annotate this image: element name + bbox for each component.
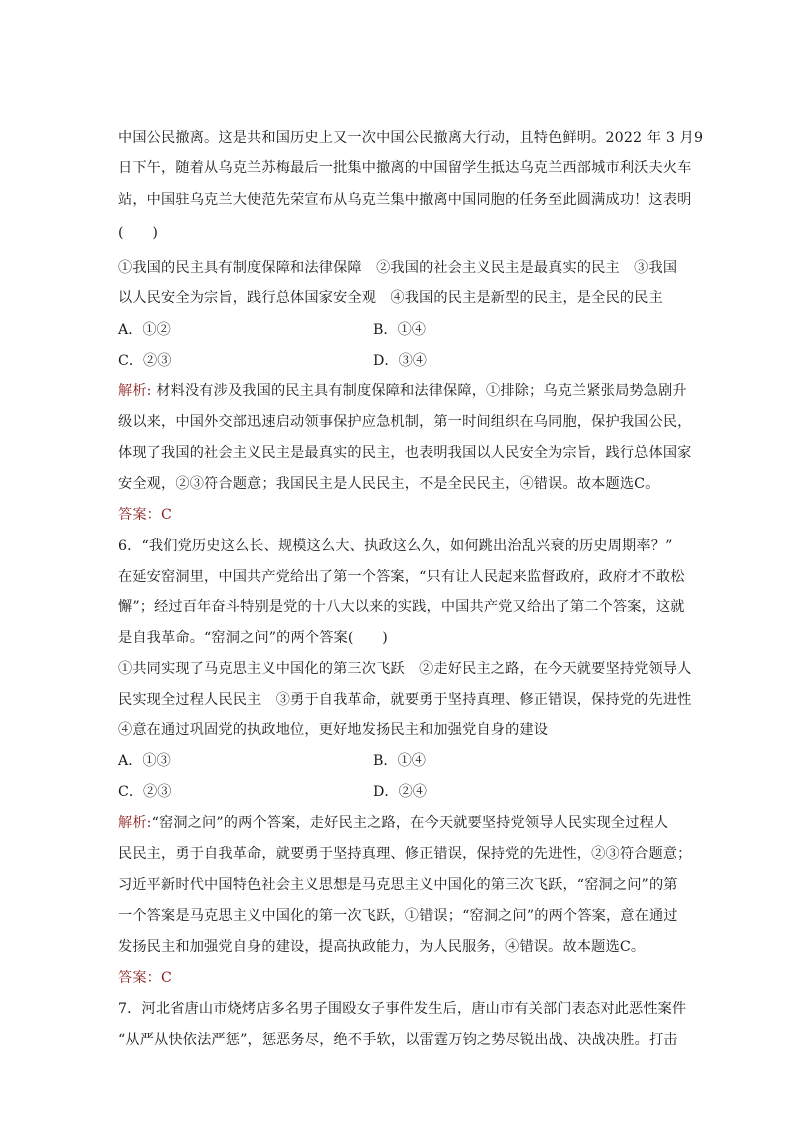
q6-analysis-text: “窑洞之问”的两个答案，走好民主之路，在今天就要坚持党领导人民实现全过程人 <box>151 815 669 831</box>
q6-analysis-label: 解析: <box>118 815 152 831</box>
q6-analysis-line: 民民主，勇于自我革命，就要勇于坚持真理、修正错误，保持党的先进性，②③符合题意； <box>118 846 692 862</box>
q6-option-a: A．①③ <box>118 753 171 769</box>
q6-statements-line: ④意在通过巩固党的执政地位，更好地发扬民主和加强党自身的建设 <box>118 722 549 738</box>
q5-answer: 答案：C <box>118 507 173 523</box>
q5-stem-line: 日下午，随着从乌克兰苏梅最后一批集中撤离的中国留学生抵达乌克兰西部城市利沃夫火车 <box>118 160 692 176</box>
q5-stem-line: 中国公民撤离。这是共和国历史上又一次中国公民撤离大行动，且特色鲜明。2022 年 3 月9 <box>118 130 704 146</box>
q5-analysis-line: 级以来，中国外交部迅速启动领事保护应急机制，第一时间组织在乌同胞，保护我国公民， <box>118 414 692 430</box>
q5-option-b: B．①④ <box>373 322 426 338</box>
q6-analysis-line: 发扬民主和加强党自身的建设，提高执政能力，为人民服务，④错误。故本题选C。 <box>118 939 646 955</box>
q5-option-a: A．①② <box>118 322 171 338</box>
q6-stem-line: 是自我革命。“窑洞之问”的两个答案( ) <box>118 630 388 646</box>
q6-analysis-line: 一个答案是马克思主义中国化的第一次飞跃，①错误；“窑洞之问”的两个答案，意在通过 <box>118 908 678 924</box>
q5-option-c: C．②③ <box>118 353 172 369</box>
q6-analysis-line <box>118 813 678 833</box>
q7-stem-line: “从严从快依法严惩”，惩恶务尽，绝不手软，以雷霆万钧之势尽锐出战、决战决胜。打击 <box>118 1032 678 1048</box>
q6-analysis-line: 习近平新时代中国特色社会主义思想是马克思主义中国化的第三次飞跃，“窑洞之问”的第 <box>118 877 678 893</box>
q6-stem-line: 在延安窑洞里，中国共产党给出了第一个答案，“只有让人民起来监督政府，政府才不敢松 <box>118 569 685 585</box>
q7-stem-line: 7．河北省唐山市烧烤店多名男子围殴女子事件发生后，唐山市有关部门表态对此恶性案件 <box>118 1001 687 1017</box>
q5-analysis-line: 安全观，②③符合题意；我国民主是人民民主，不是全民民主，④错误。故本题选C。 <box>118 476 660 492</box>
q6-stem-line: 懈”；经过百年奋斗特别是党的十八大以来的实践，中国共产党又给出了第二个答案，这就 <box>118 599 685 615</box>
q5-analysis-line <box>118 381 687 401</box>
q5-stem-blank: ( ) <box>118 225 159 241</box>
q6-option-c: C．②③ <box>118 784 172 800</box>
q5-stem-line: 站，中国驻乌克兰大使范先荣宣布从乌克兰集中撤离中国同胞的任务至此圆满成功！这表明 <box>118 192 692 208</box>
q5-analysis-label: 解析: <box>118 383 152 399</box>
q6-statements-line: 民实现全过程人民民主 ③勇于自我革命，就要勇于坚持真理、修正错误，保持党的先进性 <box>118 692 692 708</box>
q6-answer: 答案：C <box>118 970 173 986</box>
q6-option-d: D．②④ <box>373 784 427 800</box>
q5-statements-line: ①我国的民主具有制度保障和法律保障 ②我国的社会主义民主是最真实的民主 ③我国 <box>118 260 678 276</box>
q5-analysis-line: 体现了我国的社会主义民主是最真实的民主，也表明我国以人民安全为宗旨，践行总体国家 <box>118 445 692 461</box>
q5-analysis-text: 材料没有涉及我国的民主具有制度保障和法律保障，①排除；乌克兰紧张局势急剧升 <box>151 383 687 399</box>
q5-option-d: D．③④ <box>373 353 427 369</box>
q6-option-b: B．①④ <box>373 753 426 769</box>
q6-stem-line: 6．“我们党历史这么长、规模这么大、执政这么久，如何跳出治乱兴衰的历史周期率？” <box>118 538 673 554</box>
q5-statements-line: 以人民安全为宗旨，践行总体国家安全观 ④我国的民主是新型的民主，是全民的民主 <box>118 290 663 306</box>
q6-statements-line: ①共同实现了马克思主义中国化的第三次飞跃 ②走好民主之路，在今天就要坚持党领导人 <box>118 661 692 677</box>
